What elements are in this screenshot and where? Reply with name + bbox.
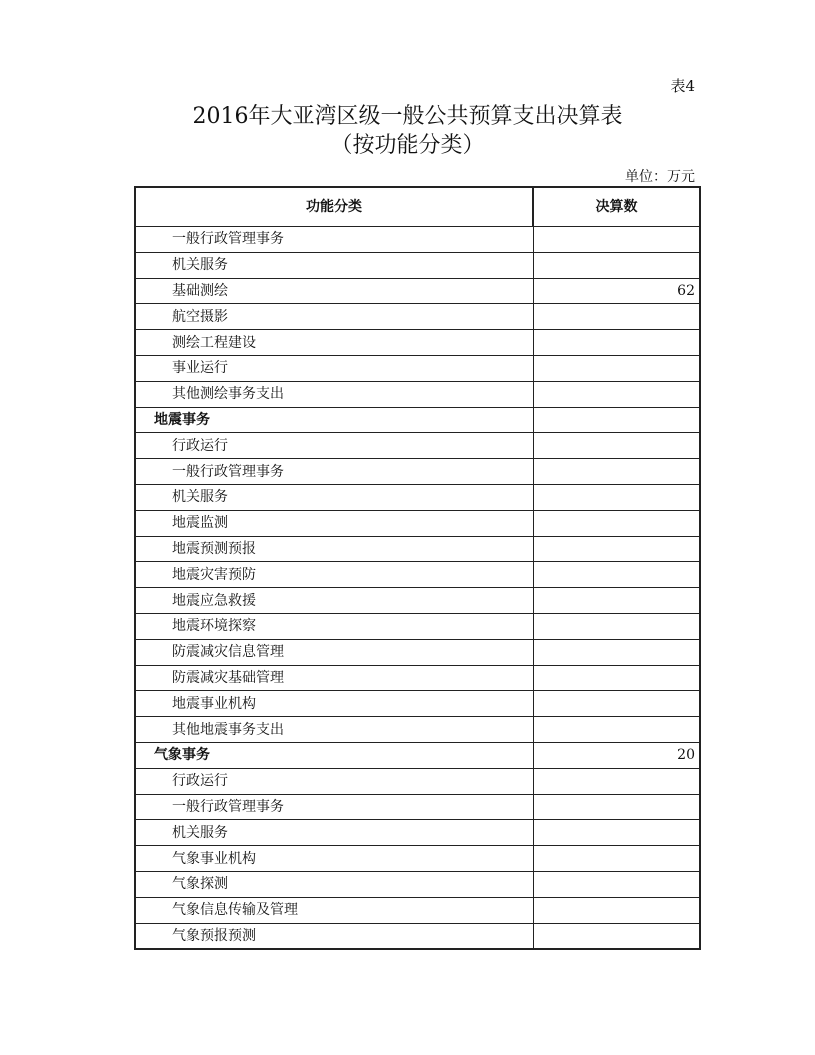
table-row [135, 484, 700, 510]
table-row [135, 459, 700, 485]
amount-cell [533, 923, 700, 949]
table-row [135, 742, 700, 768]
category-name-cell: 一般行政管理事务 [135, 227, 533, 253]
table-row [135, 665, 700, 691]
category-name-cell: 测绘工程建设 [135, 330, 533, 356]
table-row [135, 304, 700, 330]
amount-cell [533, 433, 700, 459]
amount-cell [533, 613, 700, 639]
category-name-cell: 防震减灾信息管理 [135, 639, 533, 665]
amount-cell [533, 846, 700, 872]
amount-cell [533, 407, 700, 433]
table-row [135, 433, 700, 459]
amount-cell [533, 588, 700, 614]
category-name-cell: 地震监测 [135, 510, 533, 536]
category-name-cell: 气象事业机构 [135, 846, 533, 872]
table-row [135, 717, 700, 743]
category-name-cell: 地震预测预报 [135, 536, 533, 562]
amount-cell [533, 691, 700, 717]
amount-cell [533, 665, 700, 691]
category-heading-cell: 地震事务 [135, 407, 533, 433]
table-row [135, 227, 700, 253]
category-name-cell: 行政运行 [135, 768, 533, 794]
category-name-cell: 机关服务 [135, 484, 533, 510]
category-name-cell: 其他测绘事务支出 [135, 381, 533, 407]
page-title: 2016年大亚湾区级一般公共预算支出决算表 [192, 104, 623, 129]
table-row [135, 691, 700, 717]
table-row [135, 562, 700, 588]
amount-cell [533, 484, 700, 510]
category-name-cell: 机关服务 [135, 820, 533, 846]
table-row [135, 897, 700, 923]
category-heading-cell: 气象事务 [135, 742, 533, 768]
category-name-cell: 一般行政管理事务 [135, 459, 533, 485]
table-row [135, 820, 700, 846]
amount-cell [533, 459, 700, 485]
unit-label: 单位：万元 [625, 169, 695, 185]
amount-cell [533, 717, 700, 743]
amount-cell [533, 227, 700, 253]
header-row [135, 187, 700, 227]
table-row [135, 871, 700, 897]
category-name-cell: 气象探测 [135, 871, 533, 897]
category-name-cell: 气象信息传输及管理 [135, 897, 533, 923]
page-subtitle: （按功能分类） [330, 133, 485, 158]
category-name-cell: 基础测绘 [135, 278, 533, 304]
table-row [135, 407, 700, 433]
table-row [135, 588, 700, 614]
table-row [135, 794, 700, 820]
amount-cell [533, 562, 700, 588]
table-row [135, 536, 700, 562]
category-name-cell: 事业运行 [135, 355, 533, 381]
amount-cell: 62 [533, 278, 700, 304]
table-body [135, 227, 700, 950]
table-row [135, 846, 700, 872]
table-row [135, 923, 700, 949]
amount-cell [533, 304, 700, 330]
table-row [135, 278, 700, 304]
category-name-cell: 行政运行 [135, 433, 533, 459]
amount-cell [533, 355, 700, 381]
category-name-cell: 地震事业机构 [135, 691, 533, 717]
category-name-cell: 其他地震事务支出 [135, 717, 533, 743]
amount-cell [533, 330, 700, 356]
table-row [135, 613, 700, 639]
table-row [135, 330, 700, 356]
amount-cell [533, 820, 700, 846]
table-row [135, 639, 700, 665]
category-name-cell: 机关服务 [135, 252, 533, 278]
table-row [135, 510, 700, 536]
amount-cell [533, 768, 700, 794]
amount-cell [533, 252, 700, 278]
column-header-amount: 决算数 [533, 187, 700, 227]
table-row [135, 381, 700, 407]
table-number: 表4 [670, 77, 695, 95]
amount-cell [533, 510, 700, 536]
amount-cell [533, 897, 700, 923]
amount-cell [533, 639, 700, 665]
category-name-cell: 航空摄影 [135, 304, 533, 330]
category-name-cell: 地震环境探察 [135, 613, 533, 639]
amount-cell [533, 381, 700, 407]
amount-cell: 20 [533, 742, 700, 768]
table-header [135, 187, 700, 227]
amount-cell [533, 794, 700, 820]
column-header-category: 功能分类 [135, 187, 533, 227]
amount-cell [533, 536, 700, 562]
category-name-cell: 地震应急救援 [135, 588, 533, 614]
category-name-cell: 防震减灾基础管理 [135, 665, 533, 691]
category-name-cell: 一般行政管理事务 [135, 794, 533, 820]
table-row [135, 768, 700, 794]
table-row [135, 355, 700, 381]
budget-table [134, 186, 701, 950]
category-name-cell: 气象预报预测 [135, 923, 533, 949]
table-row [135, 252, 700, 278]
amount-cell [533, 871, 700, 897]
category-name-cell: 地震灾害预防 [135, 562, 533, 588]
